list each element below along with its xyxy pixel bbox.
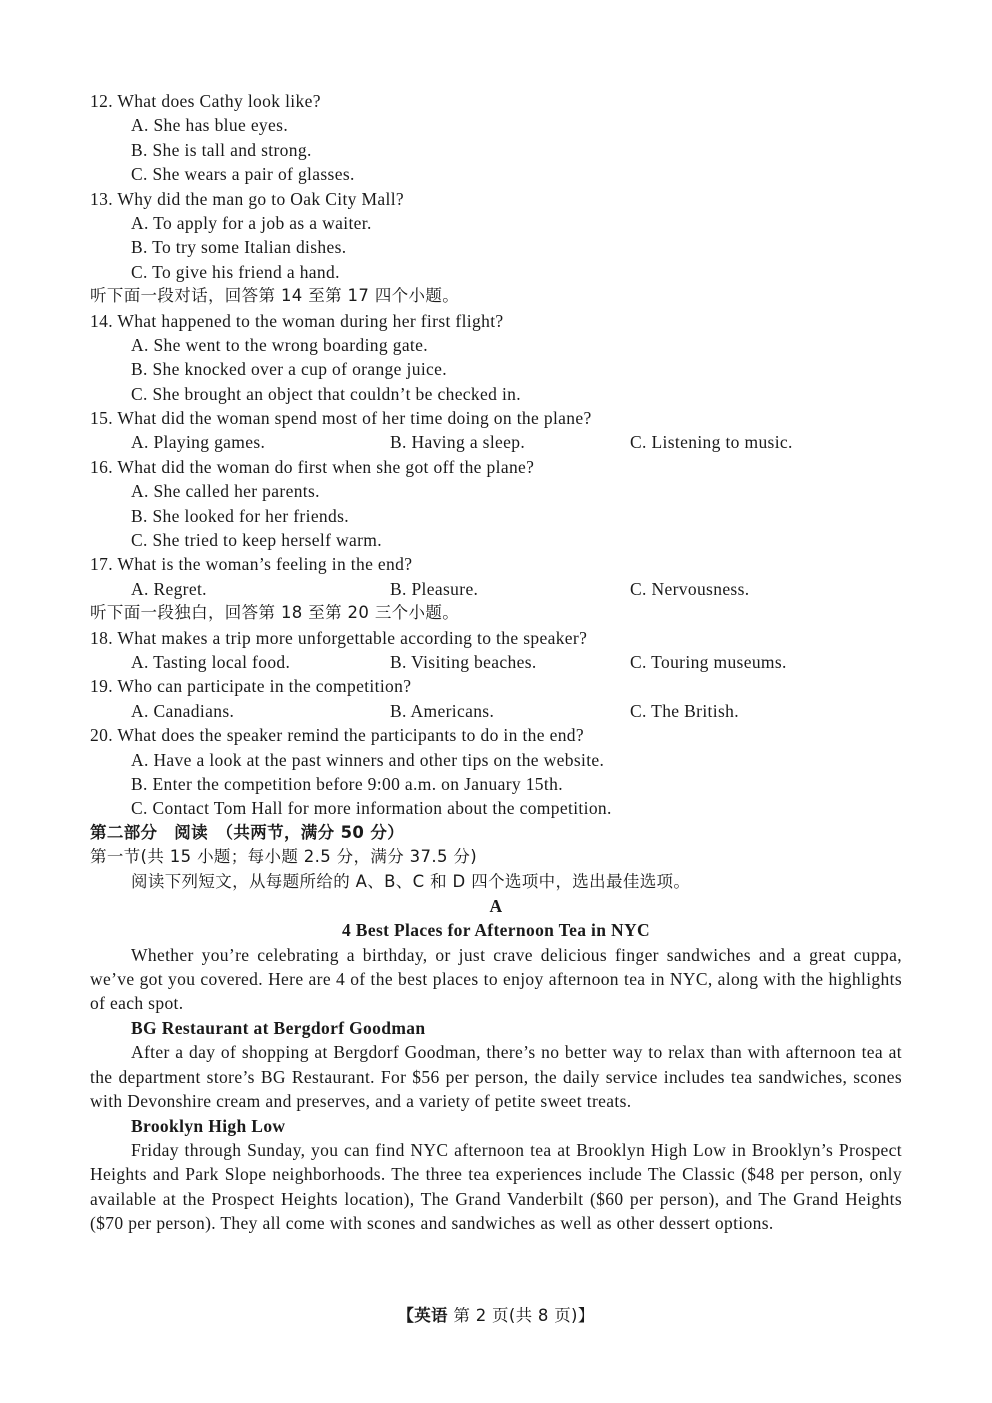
question-17-options bbox=[90, 577, 902, 601]
part-two-heading: 第二部分 阅读 （共两节，满分 50 分） bbox=[90, 822, 405, 842]
question-15-option-b: B. Having a sleep. bbox=[390, 432, 526, 453]
footer-subject: 【英语 bbox=[397, 1306, 448, 1325]
question-13-option-c: C. To give his friend a hand. bbox=[131, 261, 340, 282]
passage-title: 4 Best Places for Afternoon Tea in NYC bbox=[341, 920, 651, 941]
passage-intro: Whether you’re celebrating a birthday, or just crave delicious finger sandwiches and a great cuppa, we’ve got you covered. Here are 4 of the best places to enjoy afternoon tea in NYC, along with the highlights of each spot. bbox=[90, 944, 902, 1014]
question-14-option-b: B. She knocked over a cup of orange juice. bbox=[131, 359, 447, 380]
question-19-option-a: A. Canadians. bbox=[131, 700, 235, 721]
section-text-bg-restaurant: After a day of shopping at Bergdorf Goodman, there’s no better way to relax than with afternoon tea at the department store’s BG Restaurant. For $56 per person, the daily service includes tea sandwiches, scones with Devonshire cream and preserves, and a variety of petite sweet treats. bbox=[90, 1042, 902, 1112]
question-17: 17. What is the woman’s feeling in the end? bbox=[90, 554, 413, 575]
question-20-option-a: A. Have a look at the past winners and other tips on the website. bbox=[131, 749, 605, 770]
question-12-option-a: A. She has blue eyes. bbox=[131, 115, 289, 136]
question-15-option-c: C. Listening to music. bbox=[630, 432, 793, 453]
question-17-option-c: C. Nervousness. bbox=[630, 578, 750, 599]
question-14-option-c: C. She brought an object that couldn’t be checked in. bbox=[131, 383, 522, 404]
question-18-options bbox=[90, 650, 902, 674]
question-19: 19. Who can participate in the competition? bbox=[90, 676, 412, 697]
question-12-option-b: B. She is tall and strong. bbox=[131, 139, 312, 160]
question-12-option-c: C. She wears a pair of glasses. bbox=[131, 164, 355, 185]
question-13-option-b: B. To try some Italian dishes. bbox=[131, 237, 347, 258]
question-20-option-c: C. Contact Tom Hall for more information about the competition. bbox=[131, 798, 612, 819]
question-20: 20. What does the speaker remind the participants to do in the end? bbox=[90, 725, 585, 746]
question-18-option-a: A. Tasting local food. bbox=[131, 651, 291, 672]
footer-page-number: 第 2 页(共 8 页)】 bbox=[453, 1306, 595, 1325]
question-18-option-c: C. Touring museums. bbox=[630, 651, 787, 672]
question-16-option-c: C. She tried to keep herself warm. bbox=[131, 530, 382, 551]
question-12: 12. What does Cathy look like? bbox=[90, 91, 321, 111]
listening-instruction-1: 听下面一段对话，回答第 14 至第 17 四个小题。 bbox=[90, 286, 460, 306]
question-18: 18. What makes a trip more unforgettable according to the speaker? bbox=[90, 627, 588, 648]
question-20-option-b: B. Enter the competition before 9:00 a.m. on January 15th. bbox=[131, 773, 563, 794]
page-content bbox=[90, 89, 902, 1236]
reading-instruction: 阅读下列短文，从每题所给的 A、B、C 和 D 四个选项中，选出最佳选项。 bbox=[131, 871, 691, 891]
page-footer bbox=[0, 1302, 992, 1326]
question-15-options bbox=[90, 430, 902, 454]
question-19-option-b: B. Americans. bbox=[390, 700, 495, 721]
section-one-heading: 第一节(共 15 小题；每小题 2.5 分，满分 37.5 分) bbox=[90, 847, 478, 867]
question-13-option-a: A. To apply for a job as a waiter. bbox=[131, 212, 372, 233]
question-19-option-c: C. The British. bbox=[630, 700, 739, 721]
section-heading-brooklyn-high-low: Brooklyn High Low bbox=[131, 1115, 286, 1136]
question-16-option-a: A. She called her parents. bbox=[131, 481, 320, 502]
section-text-brooklyn-high-low: Friday through Sunday, you can find NYC afternoon tea at Brooklyn High Low in Brooklyn’s Prospect Heights and Park Slope neighborhoods. The three tea experiences include The Classic ($48 per person, only available at the Prospect Heights location), The Grand Vanderbilt ($60 per person), and The Grand Heights ($70 per person). They all come with scones and sandwiches as well as other dessert options. bbox=[90, 1139, 902, 1234]
section-heading-bg-restaurant: BG Restaurant at Bergdorf Goodman bbox=[131, 1017, 426, 1038]
question-19-options bbox=[90, 699, 902, 723]
question-14: 14. What happened to the woman during her first flight? bbox=[90, 310, 504, 331]
question-15-option-a: A. Playing games. bbox=[131, 432, 266, 453]
question-15: 15. What did the woman spend most of her time doing on the plane? bbox=[90, 408, 592, 429]
passage-letter: A bbox=[489, 895, 503, 916]
question-16-option-b: B. She looked for her friends. bbox=[131, 505, 350, 526]
question-14-option-a: A. She went to the wrong boarding gate. bbox=[131, 334, 428, 355]
listening-instruction-2: 听下面一段独白，回答第 18 至第 20 三个小题。 bbox=[90, 603, 460, 623]
question-17-option-b: B. Pleasure. bbox=[390, 578, 479, 599]
question-17-option-a: A. Regret. bbox=[131, 578, 207, 599]
question-16: 16. What did the woman do first when she got off the plane? bbox=[90, 456, 535, 477]
question-13: 13. Why did the man go to Oak City Mall? bbox=[90, 188, 405, 209]
question-18-option-b: B. Visiting beaches. bbox=[390, 651, 537, 672]
